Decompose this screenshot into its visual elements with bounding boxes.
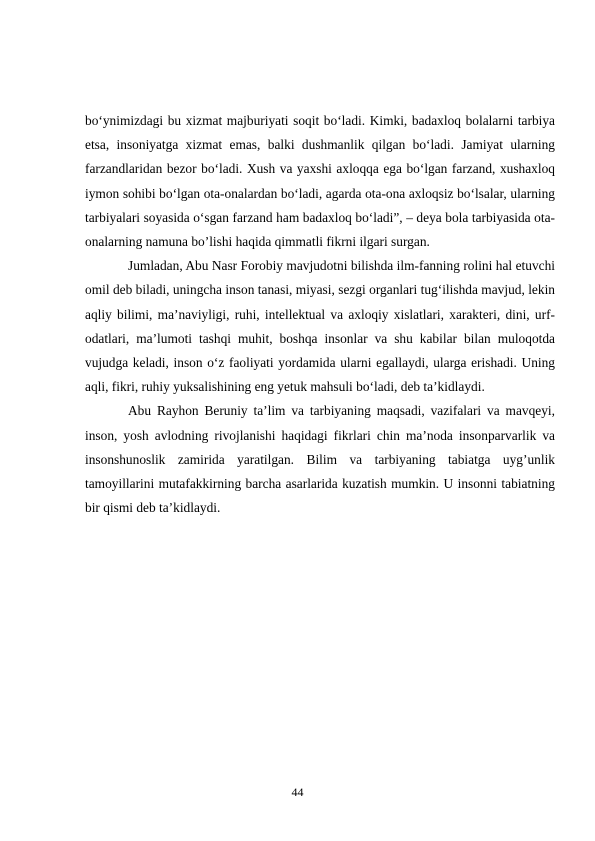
- page-body: [85, 109, 555, 520]
- page-number: 44: [291, 785, 304, 799]
- paragraph-tarbiya: bo‘ynimizdagi bu xizmat majburiyati soqit bo‘ladi. Kimki, badaxloq bolalarni tarbiya etsa, insoniyatga xizmat emas, balki dushmanlik qilgan bo‘ladi. Jamiyat ularning farzandlaridan bezor bo‘ladi. Xush va yaxshi axloqqa ega bo‘lgan farzand, xushaxloq iymon sohibi bo‘lgan ota-onalardan bo‘ladi, agarda ota-ona axloqsiz bo‘lsalar, ularning tarbiyalari soyasida o‘sgan farzand ham badaxloq bo‘ladi”, – deya bola tarbiyasida ota-onalarning namuna bo’lishi haqida qimmatli fikrni ilgari surgan.: [85, 113, 555, 250]
- paragraph-forobiy: Jumladan, Abu Nasr Forobiy mavjudotni bilishda ilm-fanning rolini hal etuvchi omil deb biladi, uningcha inson tanasi, miyasi, sezgi organlari tug‘ilishda mavjud, lekin aqliy bilimi, ma’naviyligi, ruhi, intellektual va axloqiy xislatlari, xarakteri, dini, urf-odatlari, ma’lumoti tashqi muhit, boshqa insonlar va shu kabilar bilan muloqotda vujudga keladi, inson o‘z faoliyati yordamida ularni egallaydi, ularga erishadi. Uning aqli, fikri, ruhiy yuksalishining eng yetuk mahsuli bo‘ladi, deb ta’kidlaydi.: [85, 258, 555, 395]
- paragraph-beruniy: Abu Rayhon Beruniy ta’lim va tarbiyaning maqsadi, vazifalari va mavqeyi, inson, yosh avlodning rivojlanishi haqidagi fikrlari chin ma’noda insonparvarlik va insonshunoslik zamirida yaratilgan. Bilim va tarbiyaning tabiatga uyg’unlik tamoyillarini mutafakkirning barcha asarlarida kuzatish mumkin. U insonni tabiatning bir qismi deb ta’kidlaydi.: [85, 403, 555, 516]
